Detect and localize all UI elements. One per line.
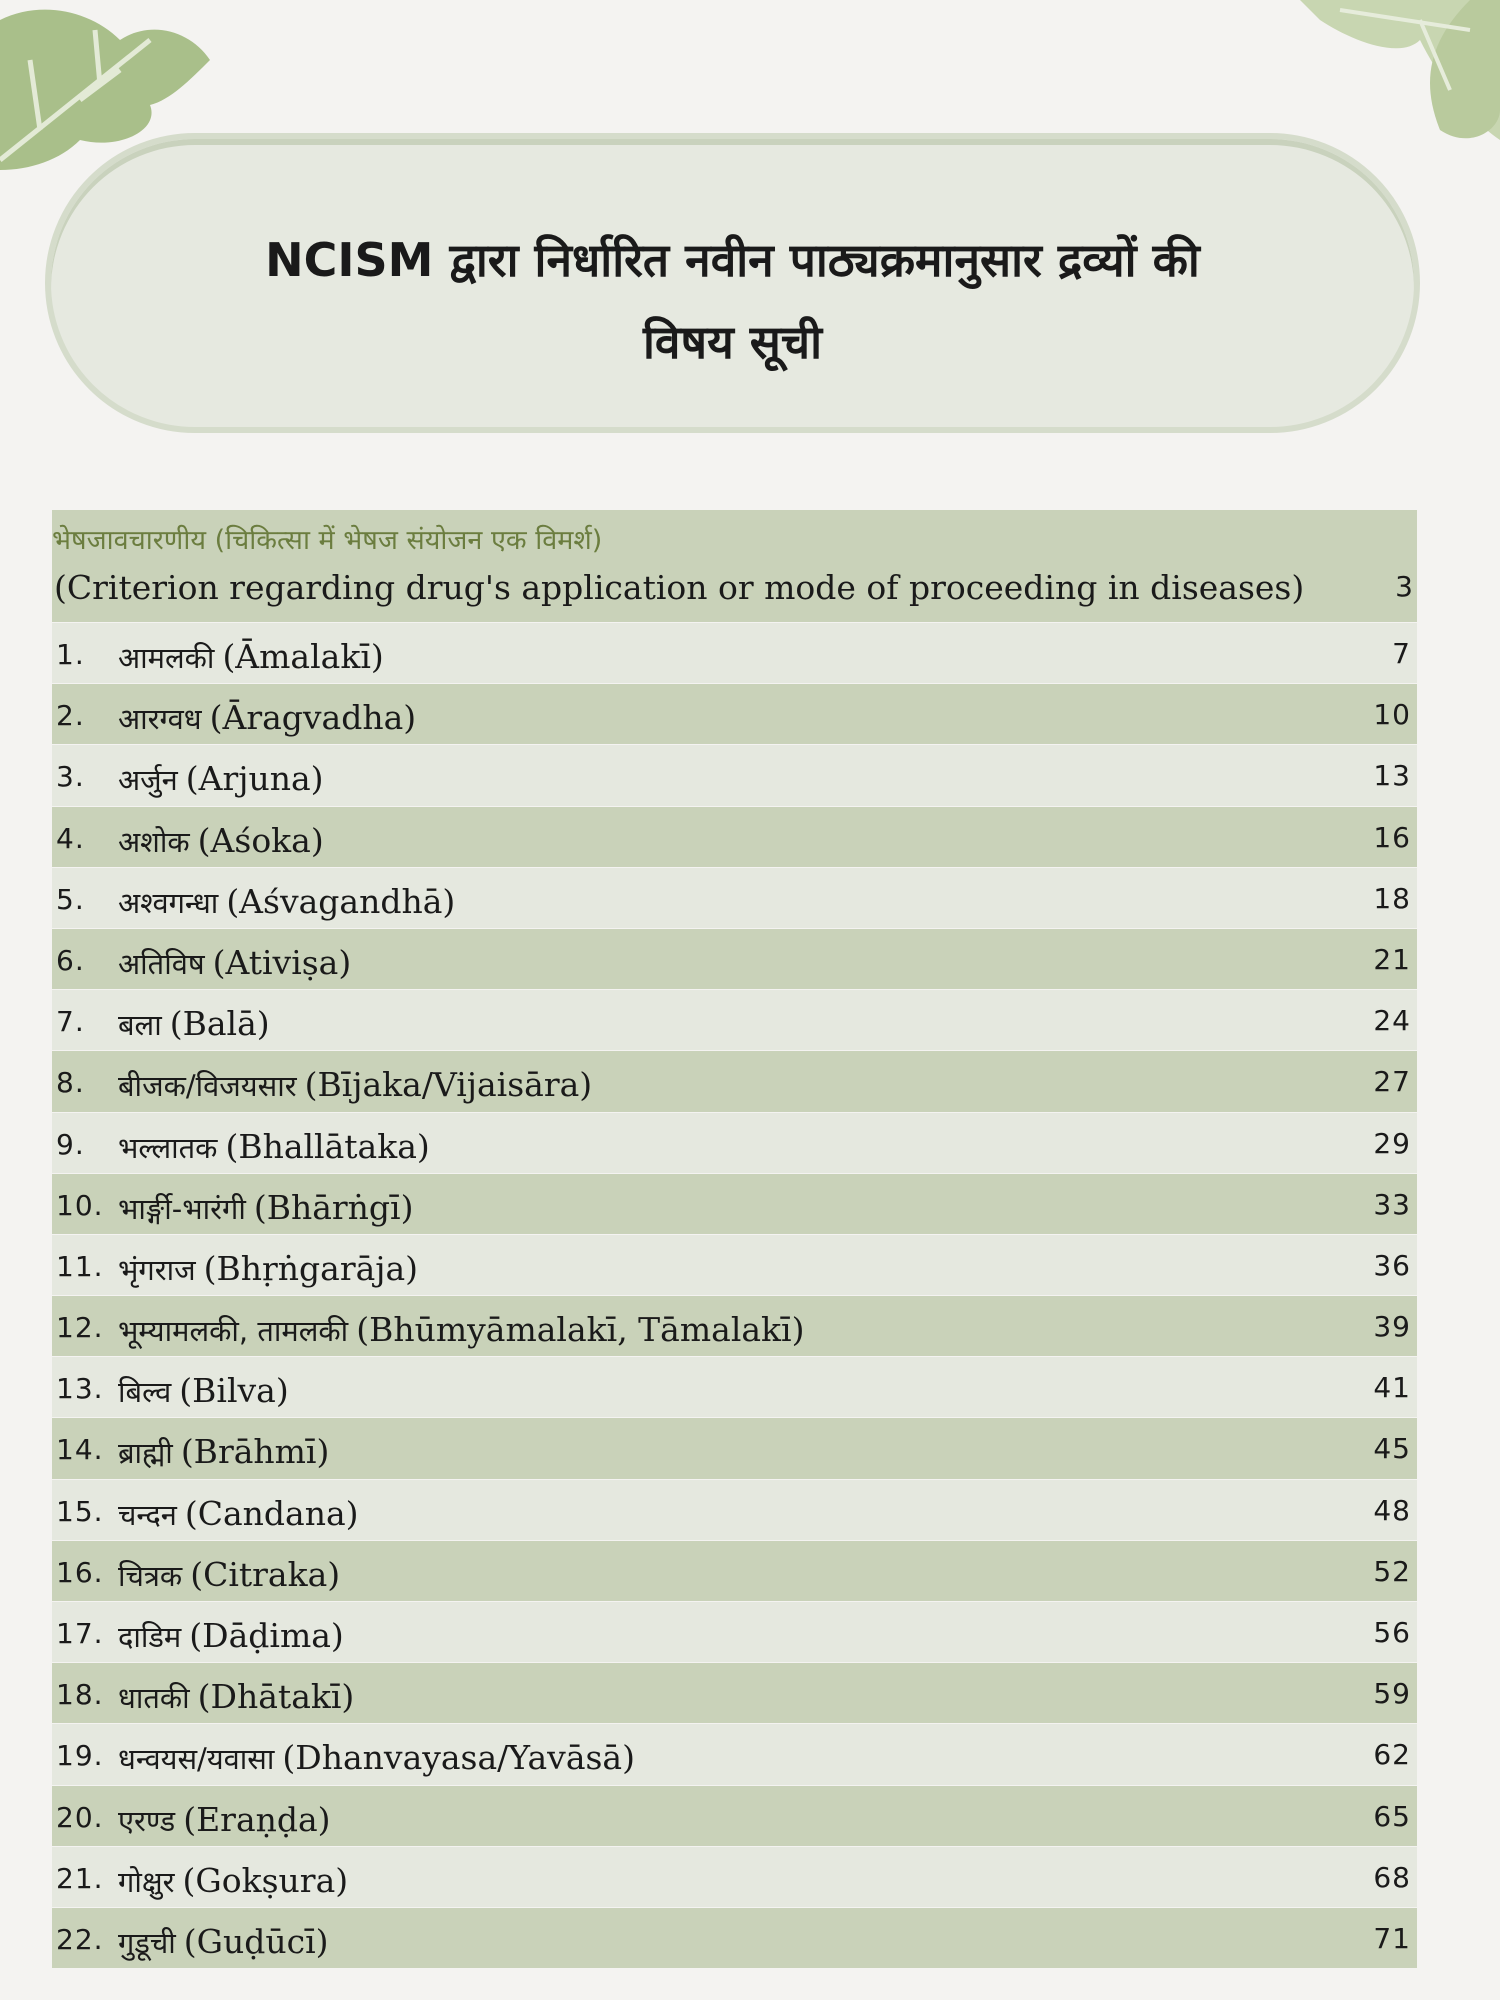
entry-page-number: 71 — [1373, 1921, 1411, 1955]
entry-page-number: 13 — [1373, 759, 1411, 793]
list-item[interactable] — [52, 1601, 1417, 1662]
entry-title — [118, 1188, 413, 1228]
entry-title — [118, 1004, 270, 1044]
entry-english-name: (Dāḍima) — [189, 1616, 344, 1655]
entry-hindi-name: अतिविष — [118, 946, 205, 981]
entry-page-number: 65 — [1373, 1799, 1411, 1833]
entry-english-name: (Bhūmyāmalakī, Tāmalakī) — [356, 1310, 805, 1350]
entry-number: 21. — [56, 1861, 104, 1895]
entry-title — [118, 759, 324, 799]
entry-hindi-name: बीजक/विजयसार — [118, 1069, 297, 1104]
entry-hindi-name: अर्जुन — [118, 763, 178, 798]
entry-hindi-name: आमलकी — [118, 641, 215, 675]
entry-title — [118, 1432, 329, 1472]
entry-hindi-name: चित्रक — [118, 1558, 183, 1593]
entry-english-name: (Aśoka) — [197, 820, 324, 860]
entry-number: 7. — [56, 1005, 85, 1039]
list-item[interactable] — [52, 806, 1417, 867]
entry-page-number: 10 — [1373, 698, 1411, 732]
entry-page-number: 41 — [1373, 1371, 1411, 1405]
entry-hindi-name: चन्दन — [118, 1497, 177, 1532]
entry-hindi-name: भल्लातक — [118, 1130, 218, 1165]
page-title — [51, 219, 1414, 383]
entry-title — [118, 637, 384, 677]
list-item[interactable] — [52, 1050, 1417, 1111]
list-item[interactable] — [52, 1112, 1417, 1173]
list-item[interactable] — [52, 1234, 1417, 1295]
entry-number: 5. — [56, 882, 85, 916]
entry-english-name: (Gokṣura) — [182, 1860, 349, 1900]
list-item[interactable] — [52, 683, 1417, 744]
list-item[interactable] — [52, 867, 1417, 928]
entry-title — [118, 1371, 289, 1411]
list-item[interactable] — [52, 989, 1417, 1050]
entry-title — [118, 1861, 348, 1901]
entry-hindi-name: धन्वयस/यवासा — [118, 1742, 275, 1777]
entry-hindi-name: गुडूची — [118, 1925, 176, 1960]
entry-english-name: (Bhallātaka) — [225, 1126, 430, 1166]
entry-page-number: 59 — [1373, 1677, 1411, 1711]
list-item[interactable] — [52, 1540, 1417, 1601]
entry-page-number: 39 — [1373, 1310, 1411, 1344]
entry-page-number: 33 — [1373, 1187, 1411, 1221]
entry-page-number: 7 — [1392, 637, 1411, 670]
entry-title — [118, 1616, 344, 1656]
list-item[interactable] — [52, 928, 1417, 989]
entry-english-name: (Dhātakī) — [197, 1677, 355, 1717]
entry-title — [118, 882, 455, 922]
entry-english-name: (Āragvadha) — [209, 698, 417, 738]
entry-page-number: 27 — [1373, 1065, 1411, 1099]
title-line-1: NCISM द्वारा निर्धारित नवीन पाठ्यक्रमानुसार द्रव्यों की — [265, 233, 1200, 287]
entry-number: 12. — [56, 1311, 104, 1345]
list-item[interactable] — [52, 1907, 1417, 1968]
entry-hindi-name: ब्राह्मी — [118, 1436, 173, 1471]
entry-hindi-name: अश्वगन्धा — [118, 885, 219, 920]
list-item[interactable] — [52, 1785, 1417, 1846]
list-item[interactable] — [52, 1479, 1417, 1540]
list-item[interactable] — [52, 622, 1417, 683]
entry-hindi-name: एरण्ड — [118, 1803, 176, 1838]
entry-rows — [52, 622, 1417, 1968]
intro-english-title: (Criterion regarding drug's application or mode of proceeding in diseases) — [54, 568, 1305, 607]
intro-page-number: 3 — [1395, 570, 1413, 603]
entry-hindi-name: आरग्वध — [118, 702, 202, 737]
entry-number: 11. — [56, 1249, 104, 1283]
entry-english-name: (Bilva) — [179, 1371, 289, 1411]
entry-hindi-name: गोक्षुर — [118, 1864, 175, 1899]
entry-number: 22. — [56, 1922, 104, 1956]
entry-number: 20. — [56, 1800, 104, 1834]
entry-number: 15. — [56, 1494, 104, 1528]
entry-title — [118, 1127, 430, 1167]
entry-hindi-name: अशोक — [118, 824, 190, 859]
entry-title — [118, 1677, 354, 1717]
entry-number: 19. — [56, 1739, 104, 1773]
list-item[interactable] — [52, 1295, 1417, 1356]
entry-english-name: (Bhṛṅgarāja) — [203, 1248, 419, 1288]
entry-number: 10. — [56, 1188, 104, 1222]
entry-page-number: 36 — [1373, 1248, 1411, 1282]
entry-title — [118, 1310, 804, 1350]
entry-page-number: 24 — [1373, 1004, 1411, 1038]
list-item[interactable] — [52, 744, 1417, 805]
entry-title — [118, 943, 351, 983]
list-item[interactable] — [52, 1723, 1417, 1784]
entry-title — [118, 1494, 359, 1534]
list-item[interactable] — [52, 1173, 1417, 1234]
entry-english-name: (Eraṇḍa) — [183, 1799, 331, 1839]
list-item[interactable] — [52, 1356, 1417, 1417]
entry-page-number: 52 — [1373, 1554, 1411, 1588]
entry-title — [118, 1738, 635, 1778]
entry-number: 18. — [56, 1678, 104, 1712]
entry-page-number: 21 — [1373, 942, 1411, 976]
entry-number: 8. — [56, 1066, 85, 1100]
entry-page-number: 68 — [1373, 1860, 1411, 1894]
entry-hindi-name: बला — [118, 1008, 162, 1043]
entry-page-number: 16 — [1373, 820, 1411, 854]
entry-number: 3. — [56, 760, 85, 794]
list-item[interactable] — [52, 1846, 1417, 1907]
entry-number: 17. — [56, 1617, 104, 1650]
entry-title — [118, 1249, 418, 1289]
intro-entry[interactable] — [52, 510, 1417, 622]
entry-english-name: (Dhanvayasa/Yavāsā) — [282, 1738, 635, 1778]
entry-title — [118, 698, 416, 738]
entry-hindi-name: भूम्यामलकी, तामलकी — [118, 1314, 349, 1349]
entry-hindi-name: धातकी — [118, 1681, 190, 1716]
entry-page-number: 56 — [1373, 1616, 1411, 1649]
entry-page-number: 29 — [1373, 1126, 1411, 1160]
entry-english-name: (Brāhmī) — [180, 1432, 330, 1472]
entry-title — [118, 1065, 592, 1105]
entry-title — [118, 821, 324, 861]
entry-english-name: (Bījaka/Vijaisāra) — [304, 1065, 593, 1105]
entry-number: 2. — [56, 699, 85, 733]
entry-english-name: (Aśvagandhā) — [226, 881, 456, 921]
entry-number: 16. — [56, 1555, 104, 1589]
entry-english-name: (Guḍūcī) — [183, 1921, 329, 1961]
bleed-through-text — [1441, 150, 1450, 183]
entry-title — [118, 1922, 329, 1962]
entry-page-number: 48 — [1373, 1493, 1411, 1527]
list-item[interactable] — [52, 1662, 1417, 1723]
entry-english-name: (Arjuna) — [185, 759, 324, 799]
entry-number: 13. — [56, 1372, 104, 1406]
entry-hindi-name: दाडिम — [118, 1620, 182, 1654]
entry-english-name: (Bhārṅgī) — [253, 1187, 414, 1227]
entry-hindi-name: भार्ङ्गी-भारंगी — [118, 1191, 246, 1226]
entry-hindi-name: भृंगराज — [118, 1252, 196, 1287]
intro-hindi-title: भेषजावचारणीय (चिकित्सा में भेषज संयोजन एक विमर्श) — [52, 525, 603, 556]
entry-english-name: (Āmalakī) — [222, 637, 384, 676]
entry-english-name: (Ativiṣa) — [212, 942, 352, 982]
title-line-2: विषय सूची — [643, 315, 822, 369]
entry-english-name: (Balā) — [169, 1004, 270, 1044]
entry-number: 1. — [56, 638, 85, 671]
title-banner — [45, 133, 1420, 433]
entry-title — [118, 1800, 331, 1840]
entry-page-number: 45 — [1373, 1432, 1411, 1466]
entry-number: 9. — [56, 1127, 85, 1161]
entry-page-number: 62 — [1373, 1738, 1411, 1772]
entry-english-name: (Citraka) — [190, 1554, 341, 1594]
entry-title — [118, 1555, 340, 1595]
entry-page-number: 18 — [1373, 881, 1411, 915]
entry-hindi-name: बिल्व — [118, 1375, 172, 1410]
entry-number: 4. — [56, 821, 85, 855]
entry-english-name: (Candana) — [184, 1493, 359, 1533]
contents-list — [52, 510, 1417, 1968]
entry-number: 6. — [56, 943, 85, 977]
entry-number: 14. — [56, 1433, 104, 1467]
list-item[interactable] — [52, 1417, 1417, 1478]
